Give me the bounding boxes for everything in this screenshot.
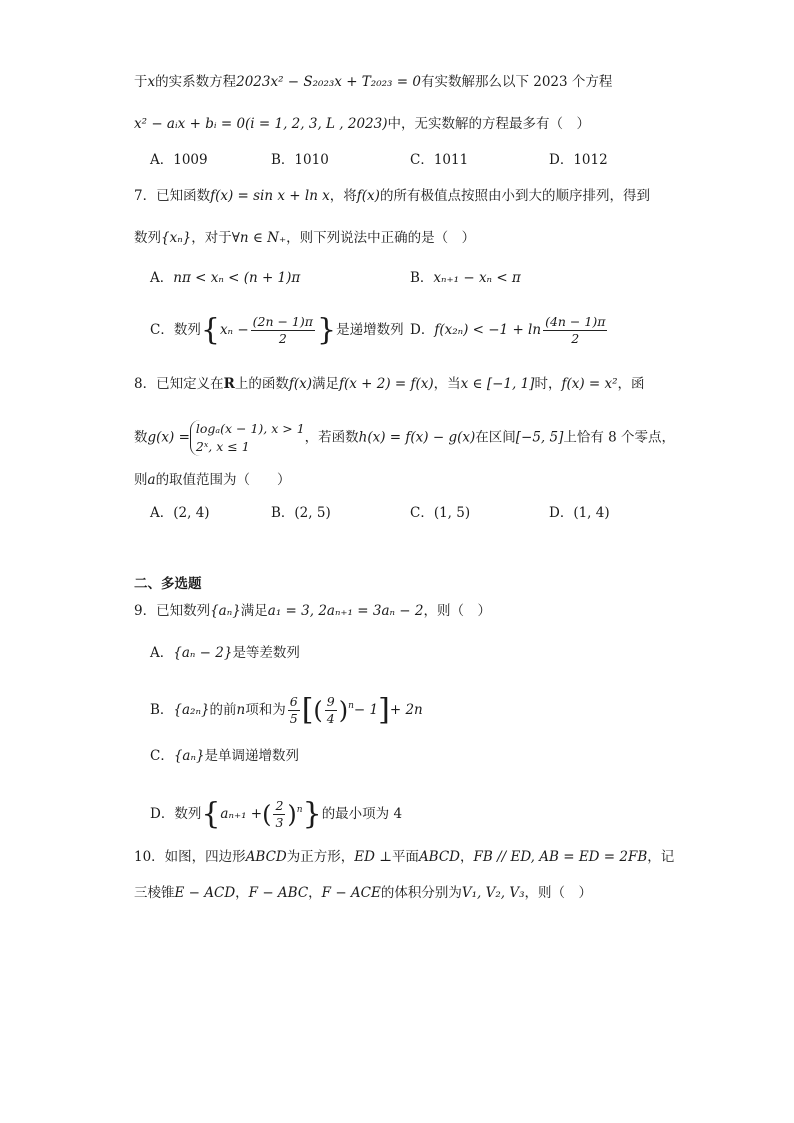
text: 的所有极值点按照由小到大的顺序排列，得到 — [379, 188, 650, 204]
text: 在区间 — [475, 429, 516, 446]
math: ED ⊥ — [354, 849, 392, 865]
math: f(x + 2) = f(x) — [338, 376, 434, 392]
text: ，则下列说法中正确的是（ ） — [286, 230, 476, 246]
q7-line-1 — [134, 186, 650, 206]
q9-option-d — [150, 798, 402, 831]
text: 上的函数 — [234, 376, 289, 392]
option-label: A． — [150, 645, 174, 661]
q8-option-d: D．(1, 4) — [549, 505, 610, 521]
text: 为正方形， — [286, 849, 355, 865]
q6-option-a: A．1009 — [150, 152, 208, 168]
text: ，则（ ） — [423, 603, 491, 619]
q6-line-1 — [134, 72, 612, 92]
fraction-numerator: 9 — [326, 694, 335, 709]
text: 中，无实数解的方程最多有（ ） — [387, 116, 590, 132]
math: V₁, V₂, V₃ — [461, 885, 525, 901]
text: 的最小项为 4 — [321, 806, 403, 822]
text: 是等差数列 — [232, 645, 300, 661]
text: 三棱锥 — [134, 885, 175, 901]
q7-option-a — [150, 268, 300, 288]
text: 的前 — [209, 702, 237, 718]
bracket-left: [ — [301, 692, 314, 728]
brace-right: } — [316, 312, 337, 348]
fraction-denominator: 2 — [571, 331, 580, 346]
text: 是单调递增数列 — [204, 748, 300, 764]
fraction — [543, 314, 607, 347]
q6-option-c: C．1011 — [410, 152, 469, 168]
paren-right: ) — [338, 696, 349, 725]
fraction-denominator: 4 — [326, 711, 335, 726]
option-label: C． — [150, 748, 174, 764]
q8-line-2 — [134, 420, 675, 456]
text: ， — [235, 885, 249, 901]
math: [−5, 5] — [515, 429, 564, 446]
section-title-multiple-choice: 二、多选题 — [134, 576, 202, 592]
text: ，将 — [329, 188, 357, 204]
option-label: B． — [410, 270, 434, 286]
math: {aₙ − 2} — [173, 645, 233, 661]
q9-option-a — [150, 643, 300, 663]
option-label: C．数列 — [150, 322, 201, 338]
fraction-numerator: (4n − 1)π — [545, 314, 606, 329]
math: g(x) = — [147, 429, 190, 446]
math: f(x) = sin x + ln x — [210, 188, 330, 204]
text: 平面 — [391, 849, 419, 865]
paren-left: ( — [262, 800, 272, 829]
paren-left: ( — [313, 696, 323, 725]
text: 于 — [134, 74, 148, 90]
q7-option-d — [410, 314, 609, 347]
q8-line-1 — [134, 374, 645, 394]
text: 数列 — [134, 230, 161, 246]
text: 有实数解那么以下 2023 个方程 — [420, 74, 613, 90]
text: 上恰有 8 个零点， — [563, 429, 676, 446]
case-1: logₐ(x − 1), x > 1 — [195, 421, 305, 436]
q8-line-3 — [134, 470, 291, 490]
math: {a₂ₙ} — [173, 702, 210, 718]
option-label: B． — [150, 702, 174, 718]
math: f(x) = x² — [561, 376, 618, 392]
option-label: A． — [150, 270, 174, 286]
math: E − ACD — [174, 885, 236, 901]
case-2: 2ˣ, x ≤ 1 — [195, 439, 250, 454]
option-label: D．数列 — [150, 806, 202, 822]
q6-option-b: B．1010 — [271, 152, 329, 168]
q8-option-b: B．(2, 5) — [271, 505, 331, 521]
math-equation: x² − aᵢx + bᵢ = 0(i = 1, 2, 3, L , 2023) — [134, 116, 388, 132]
math: xₙ − — [219, 322, 249, 338]
fraction — [273, 798, 285, 831]
math: F − ABC — [248, 885, 309, 901]
text: 满足 — [240, 603, 268, 619]
text: 项和为 — [245, 702, 286, 718]
text: ，若函数 — [304, 429, 359, 446]
q9-line-1 — [134, 601, 491, 621]
text: ，对于 — [191, 230, 232, 246]
fraction-denominator: 3 — [275, 815, 284, 830]
q7-line-2 — [134, 228, 475, 248]
math: a₁ = 3, 2aₙ₊₁ = 3aₙ − 2 — [267, 603, 424, 619]
text: ，当 — [433, 376, 461, 392]
text: 8．已知定义在 — [134, 376, 224, 392]
brace-left: { — [201, 796, 221, 832]
text: 的体积分别为 — [380, 885, 462, 901]
text: ，函 — [617, 376, 645, 392]
piecewise-function — [190, 420, 305, 456]
fraction-denominator: 5 — [289, 711, 298, 726]
math: f(x₂ₙ) < −1 + ln — [434, 322, 542, 338]
math: F − ACE — [321, 885, 381, 901]
math: {xₙ} — [161, 230, 192, 246]
fraction-numerator: (2n − 1)π — [252, 314, 313, 329]
text: 的取值范围为（ ） — [155, 472, 291, 488]
text: ，记 — [647, 849, 675, 865]
math: {aₙ} — [210, 603, 241, 619]
math: FB // ED, AB = ED = 2FB — [473, 849, 648, 865]
text: 是递增数列 — [336, 322, 404, 338]
math-exponent: n — [348, 701, 354, 711]
math: ∀n ∈ N₊ — [231, 230, 287, 246]
text: 满足 — [311, 376, 339, 392]
fraction-denominator: 2 — [278, 331, 287, 346]
bracket-right: ] — [378, 692, 390, 728]
brace-right: } — [302, 796, 322, 832]
option-label: D． — [410, 322, 435, 338]
q6-line-2 — [134, 114, 590, 134]
math-equation: 2023x² − S₂₀₂₃x + T₂₀₂₃ = 0 — [236, 74, 421, 90]
fraction — [325, 694, 337, 727]
math: ABCD — [245, 849, 287, 865]
q9-option-b — [150, 694, 423, 727]
math: aₙ₊₁ + — [220, 806, 263, 822]
fraction-numerator: 6 — [289, 694, 298, 709]
q8-option-a: A．(2, 4) — [150, 505, 210, 521]
math: h(x) = f(x) − g(x) — [358, 429, 476, 446]
text: ， — [308, 885, 322, 901]
text: 时， — [534, 376, 562, 392]
q7-option-b — [410, 268, 521, 288]
math: − 1 — [353, 702, 379, 718]
text: 则 — [134, 472, 148, 488]
math: ABCD — [418, 849, 461, 865]
text: 9．已知数列 — [134, 603, 211, 619]
text: ，则（ ） — [524, 885, 593, 901]
q10-line-2 — [134, 883, 592, 903]
math: f(x) — [356, 188, 380, 204]
q8-option-c: C．(1, 5) — [410, 505, 471, 521]
text: 7．已知函数 — [134, 188, 211, 204]
text: 数 — [134, 429, 148, 446]
math: xₙ₊₁ − xₙ < π — [433, 270, 521, 286]
math: nπ < xₙ < (n + 1)π — [173, 270, 301, 286]
text: 10．如图，四边形 — [134, 849, 246, 865]
text: ， — [460, 849, 474, 865]
math: x — [147, 74, 156, 90]
q9-option-c — [150, 746, 299, 766]
text: 的实系数方程 — [155, 74, 237, 90]
math: a — [147, 472, 156, 488]
math: n — [236, 702, 246, 718]
fraction-numerator: 2 — [275, 798, 284, 813]
math-exponent: n — [296, 805, 303, 815]
math: {aₙ} — [173, 748, 205, 764]
brace-left: { — [200, 312, 220, 348]
math: x ∈ [−1, 1] — [460, 376, 535, 392]
math-bold: R — [223, 376, 235, 392]
q10-line-1 — [134, 847, 674, 867]
math: + 2n — [389, 702, 423, 718]
math: f(x) — [288, 376, 312, 392]
paren-right: ) — [287, 800, 297, 829]
fraction — [251, 314, 315, 347]
q6-option-d: D．1012 — [549, 152, 608, 168]
q7-option-c — [150, 314, 404, 347]
fraction — [288, 694, 300, 727]
